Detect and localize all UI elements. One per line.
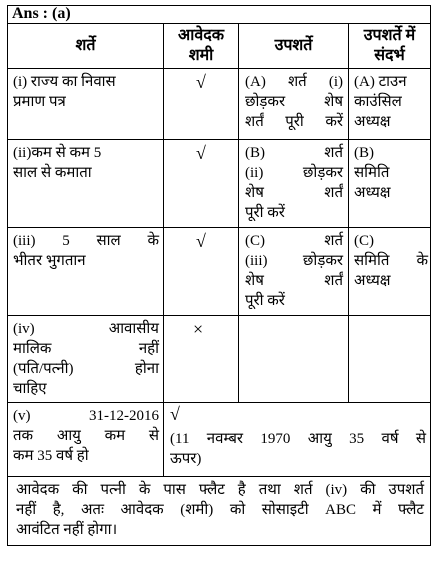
condition-line: कम 35 वर्ष हो bbox=[13, 448, 89, 464]
header-applicant: आवेदक शमी bbox=[177, 27, 225, 64]
sub-condition-line: शेष शर्तं bbox=[245, 273, 343, 289]
check-mark: √ bbox=[170, 404, 180, 424]
condition-cell bbox=[13, 72, 159, 112]
sub-condition-cell bbox=[245, 231, 343, 311]
header-conditions: शर्ते bbox=[75, 37, 96, 54]
conclusion-line: आवंटित नहीं होगा। bbox=[16, 522, 118, 538]
reference-line: (B) bbox=[354, 145, 374, 161]
rule bbox=[238, 23, 239, 403]
conclusion bbox=[16, 480, 424, 540]
rule bbox=[8, 227, 430, 228]
rule bbox=[8, 23, 430, 24]
age-note-line: (11 नवम्बर 1970 आयु 35 वर्ष से bbox=[170, 431, 426, 447]
rule bbox=[8, 315, 430, 316]
sub-condition-line: पूरी करें bbox=[245, 205, 285, 221]
condition-line: प्रमाण पत्र bbox=[13, 94, 66, 110]
header-sub-conditions: उपशर्ते bbox=[274, 37, 313, 54]
condition-line: (iii) 5 साल के bbox=[13, 233, 159, 249]
sub-condition-line: छोड़कर शेष bbox=[245, 94, 343, 110]
rule bbox=[348, 23, 349, 403]
condition-line: (v) 31-12-2016 bbox=[13, 408, 159, 424]
condition-cell bbox=[13, 406, 159, 466]
sub-condition-cell bbox=[245, 72, 343, 132]
sub-condition-line: पूरी करें bbox=[245, 293, 285, 309]
reference-cell bbox=[354, 72, 428, 132]
rule bbox=[163, 23, 164, 476]
condition-cell bbox=[13, 319, 159, 399]
reference-cell bbox=[354, 143, 428, 203]
reference-line: समिति bbox=[354, 165, 390, 181]
check-mark: √ bbox=[196, 72, 206, 92]
cross-mark: × bbox=[193, 319, 204, 339]
rule bbox=[8, 402, 430, 403]
sub-condition-line: शर्तं पूरी करें bbox=[245, 114, 343, 130]
condition-cell bbox=[13, 231, 159, 271]
check-mark: √ bbox=[196, 143, 206, 163]
sub-condition-cell bbox=[245, 143, 343, 223]
header-reference: उपशर्ते में संदर्भ bbox=[363, 27, 416, 64]
check-mark: √ bbox=[196, 231, 206, 251]
reference-line: (C) bbox=[354, 233, 374, 249]
age-note-line: ऊपर) bbox=[170, 451, 202, 467]
answer-label: Ans : (a) bbox=[12, 5, 71, 22]
reference-line: अध्यक्ष bbox=[354, 273, 391, 289]
reference-cell bbox=[354, 231, 428, 291]
condition-line: (ii)कम से कम 5 bbox=[13, 145, 102, 161]
reference-line: समिति के bbox=[354, 253, 428, 269]
condition-line: (iv) आवासीय bbox=[13, 321, 159, 337]
condition-line: (पति/पत्नी) होना bbox=[13, 361, 159, 377]
answer-table bbox=[7, 5, 431, 546]
sub-condition-line: (C) शर्त bbox=[245, 233, 343, 249]
reference-line: अध्यक्ष bbox=[354, 114, 391, 130]
condition-line: तक आयु कम से bbox=[13, 428, 159, 444]
condition-line: मालिक नहीं bbox=[13, 341, 159, 357]
rule bbox=[8, 139, 430, 140]
condition-line: चाहिए bbox=[13, 381, 47, 397]
sub-condition-line: (B) शर्त bbox=[245, 145, 343, 161]
condition-line: (i) राज्य का निवास bbox=[13, 74, 116, 90]
reference-line: काउंसिल bbox=[354, 94, 402, 110]
condition-line: भीतर भुगतान bbox=[13, 253, 86, 269]
sub-condition-line: शेष शर्तं bbox=[245, 185, 343, 201]
reference-line: (A) टाउन bbox=[354, 74, 407, 90]
conclusion-line: आवेदक की पत्नी के पास फ्लैट है तथा शर्त (iv) की उपशर्त bbox=[16, 482, 424, 498]
reference-line: अध्यक्ष bbox=[354, 185, 391, 201]
condition-line: साल से कमाता bbox=[13, 165, 92, 181]
condition-cell bbox=[13, 143, 159, 183]
conclusion-line: नहीं है, अतः आवेदक (शमी) को सोसाइटी ABC में फ्लैट bbox=[16, 502, 424, 518]
rule bbox=[8, 68, 430, 69]
sub-condition-line: (iii) छोड़कर bbox=[245, 253, 343, 269]
sub-condition-line: (A) शर्त (i) bbox=[245, 74, 343, 90]
age-note bbox=[170, 429, 426, 469]
sub-condition-line: (ii) छोड़कर bbox=[245, 165, 343, 181]
rule bbox=[8, 476, 430, 477]
